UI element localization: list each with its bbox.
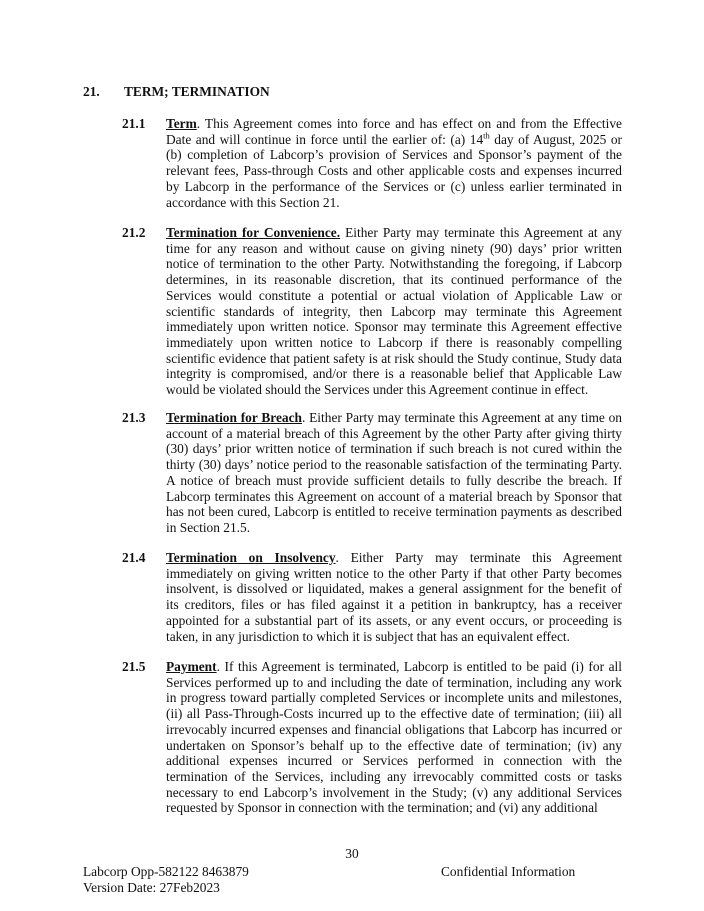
clause-body: . Either Party may terminate this Agreement at any time on account of a material breach of this Agreement by the other Party after giving thirty (30) days’ prior written notice of termination if such breach is not cured within the thirty (30) days’ notice period to the reasonable satisfaction of the terminating Party. A notice of breach must provide sufficient details to fully describe the breach. If Labcorp terminates this Agreement on account of a material breach by Sponsor that has not been cured, Labcorp is entitled to receive termination payments as described in Section 21.5. [166, 410, 622, 535]
clause-21-2 [122, 225, 622, 398]
clause-body: . Either Party may terminate this Agreement immediately on giving written notice to the other Party if that other Party becomes insolvent, is dissolved or liquidated, makes a general assignment for the benefit of its creditors, files or has filed against it a petition in bankruptcy, has a receiver appointed for a substantial part of its assets, or any event occurs, or proceeding is taken, in any jurisdiction to which it is subject that has an equivalent effect. [166, 550, 622, 644]
clause-number: 21.4 [122, 550, 146, 565]
ordinal-suffix: th [483, 130, 490, 141]
clause-title: Payment [166, 659, 217, 674]
section-title: TERM; TERMINATION [124, 84, 270, 99]
clause-body-continued: day of August, 2025 or (b) completion of Labcorp’s provision of Services and Sponsor’s payment of the relevant fees, Pass-through Costs and other applicable costs and expenses incurred by Labcorp in the performance of the Services or (c) unless earlier terminated in accordance with this Section 21. [166, 131, 622, 210]
confidential-label: Confidential Information [441, 864, 576, 879]
section-number: 21. [83, 84, 100, 99]
clause-text [166, 410, 622, 536]
clause-number: 21.2 [122, 225, 146, 240]
clause-number: 21.5 [122, 659, 146, 674]
footer-left [83, 864, 249, 896]
clause-text [166, 116, 622, 210]
clause-body: Either Party may terminate this Agreement at any time for any reason and without cause on giving ninety (90) days’ prior written notice of termination to the other Party. Notwithstanding the foregoing, if Labcorp determines, in its reasonable discretion, that its continued performance of the Services would constitute a potential or actual violation of Applicable Law or scientific standards of integrity, then Labcorp may terminate this Agreement immediately upon written notice. Sponsor may terminate this Agreement effective immediately upon written notice to Labcorp if there is reasonably compelling scientific evidence that patient safety is at risk should the Study continue, Study data integrity is compromised, and/or there is a reasonable belief that Applicable Law would be violated should the Services under this Agreement continue in effect. [166, 225, 622, 398]
document-id: Labcorp Opp-582122 8463879 [83, 864, 249, 879]
clause-title: Termination for Convenience. [166, 225, 341, 240]
clause-text [166, 225, 622, 398]
clause-title: Termination for Breach [166, 410, 302, 425]
clause-21-3 [122, 410, 622, 536]
version-date: Version Date: 27Feb2023 [83, 880, 220, 895]
clause-title: Termination on Insolvency [166, 550, 336, 565]
clause-text [166, 550, 622, 644]
clause-21-1 [122, 116, 622, 210]
clause-number: 21.3 [122, 410, 146, 425]
clause-text [166, 659, 622, 816]
section-heading [83, 84, 270, 100]
page-number: 30 [345, 846, 359, 861]
clause-body: . This Agreement comes into force and has effect on and from the Effective Date and will continue in force until the earlier of: (a) 14 [166, 116, 622, 147]
clause-title: Term [166, 116, 197, 131]
clause-body: . If this Agreement is terminated, Labcorp is entitled to be paid (i) for all Services performed up to and including the date of termination, including any work in progress toward partially completed Services or incomplete units and milestones, (ii) all Pass-Through-Costs incurred up to the effective date of termination; (iii) all irrevocably incurred expenses and financial obligations that Labcorp has incurred or undertaken on Sponsor’s behalf up to the effective date of termination; (iv) any additional expenses incurred or Services performed in connection with the termination of the Services, including any irrevocably committed costs or tasks necessary to end Labcorp’s involvement in the Study; (v) any additional Services requested by Sponsor in connection with the termination; and (vi) any additional [166, 659, 622, 816]
clause-21-5 [122, 659, 622, 816]
clause-number: 21.1 [122, 116, 146, 131]
clause-21-4 [122, 550, 622, 644]
